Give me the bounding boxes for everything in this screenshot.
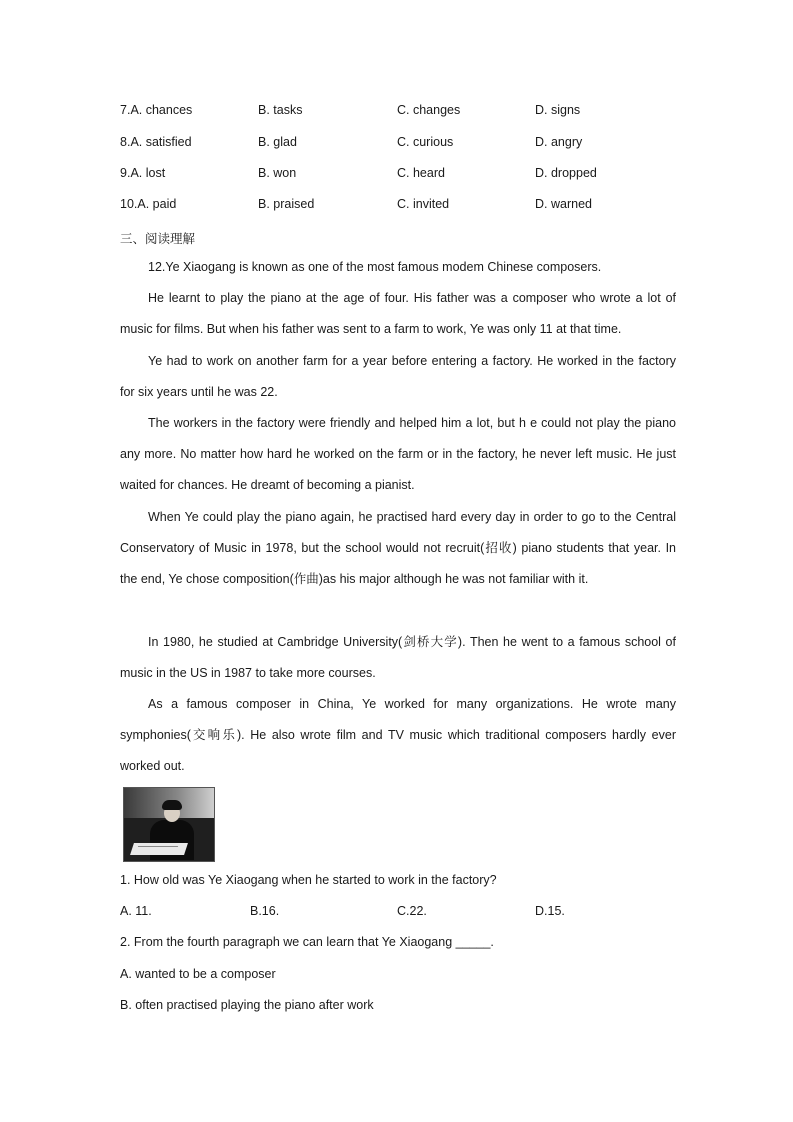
option-row-9 [120, 166, 680, 186]
passage-paragraph-2: He learnt to play the piano at the age of four. His father was a composer who wrote a lot of music for films. But when his father was sent to a farm to work, Ye was only 11 at that time. [120, 291, 676, 337]
question-2-text: 2. From the fourth paragraph we can learn that Ye Xiaogang _____. [120, 935, 494, 949]
question-1-option-d: D.15. [535, 904, 565, 918]
option-8-c: C. curious [397, 135, 454, 149]
passage-paragraph-7: As a famous composer in China, Ye worked for many organizations. He wrote many symphonies(交响乐). He also wrote film and TV music which traditional composers hardly ever worked out. [120, 697, 676, 774]
passage-paragraph-6: In 1980, he studied at Cambridge University(剑桥大学). Then he went to a famous school of music in the US in 1987 to take more courses. [120, 635, 676, 681]
option-7-b: B. tasks [258, 103, 303, 117]
question-2-option-b: B. often practised playing the piano after work [120, 998, 374, 1012]
option-9-d: D. dropped [535, 166, 597, 180]
question-1-option-c: C.22. [397, 904, 427, 918]
passage-paragraph-5: When Ye could play the piano again, he practised hard every day in order to go to the Central Conservatory of Music in 1978, but the school would not recruit(招收) piano students that year. In the end, Ye chose composition(作曲)as his major although he was not familiar with it. [120, 510, 676, 587]
question-1-text: 1. How old was Ye Xiaogang when he started to work in the factory? [120, 873, 497, 887]
passage-paragraph-4: The workers in the factory were friendly and helped him a lot, but h e could not play the piano any more. No matter how hard he worked on the farm or in the factory, he never left music. He just waited for chances. He dreamt of becoming a pianist. [120, 416, 676, 493]
question-1-option-a: A. 11. [120, 904, 152, 918]
option-10-b: B. praised [258, 197, 315, 211]
option-8-d: D. angry [535, 135, 583, 149]
option-9-c: C. heard [397, 166, 445, 180]
option-7-d: D. signs [535, 103, 581, 117]
option-7-c: C. changes [397, 103, 461, 117]
option-row-10 [120, 197, 680, 217]
option-9-b: B. won [258, 166, 297, 180]
option-row-8 [120, 135, 680, 155]
option-8-b: B. glad [258, 135, 297, 149]
option-10-c: C. invited [397, 197, 450, 211]
option-8-a: 8.A. satisfied [120, 135, 192, 149]
option-10-d: D. warned [535, 197, 592, 211]
question-2-option-a: A. wanted to be a composer [120, 967, 276, 981]
question-1-option-b: B.16. [250, 904, 280, 918]
passage-paragraph-3: Ye had to work on another farm for a year before entering a factory. He worked in the factory for six years until he was 22. [120, 354, 676, 400]
option-9-a: 9.A. lost [120, 166, 166, 180]
section-title: 三、阅读理解 [120, 232, 196, 246]
option-7-a: 7.A. chances [120, 103, 193, 117]
option-10-a: 10.A. paid [120, 197, 177, 211]
passage-paragraph-1: 12.Ye Xiaogang is known as one of the most famous modem Chinese composers. [148, 260, 602, 274]
option-row-7 [120, 103, 680, 123]
question-1-options [120, 904, 680, 924]
composer-photo [123, 787, 215, 862]
